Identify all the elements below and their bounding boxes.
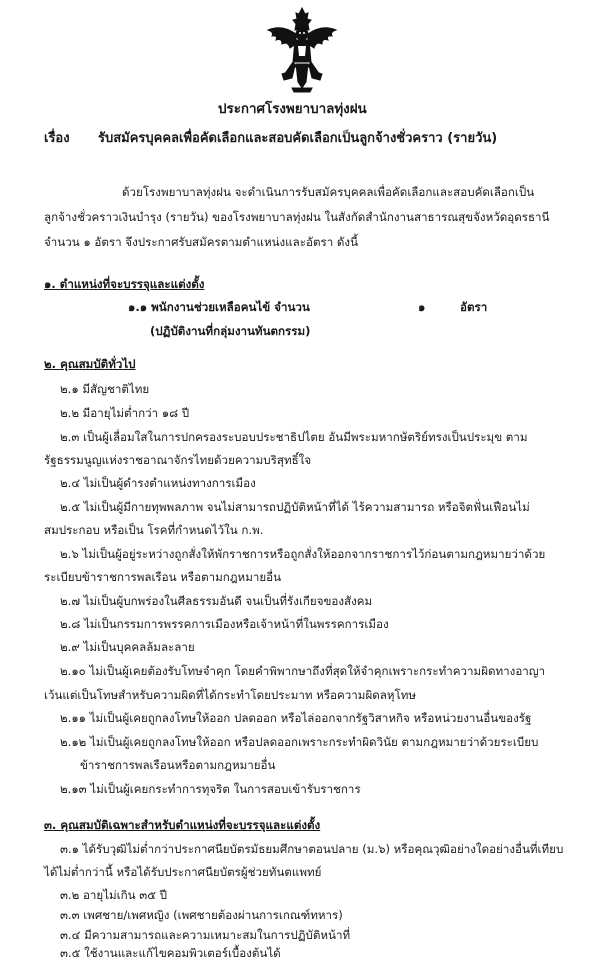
page-title: ประกาศโรงพยาบาลทุ่งฝน bbox=[218, 102, 367, 117]
intro-line: ด้วยโรงพยาบาลทุ่งฝน จะดำเนินการรับสมัครบุคคลเพื่อคัดเลือกและสอบคัดเลือกเป็น bbox=[122, 185, 535, 199]
qualification-line: ๒.๑๓ ไม่เป็นผู้เคยกระทำการทุจริต ในการสอบเข้ารับราชการ bbox=[60, 782, 361, 796]
intro-line: จำนวน ๑ อัตรา จึงประกาศรับสมัครตามตำแหน่งและอัตรา ดังนี้ bbox=[44, 235, 359, 249]
specific-line: ได้ไม่ต่ำกว่านี้ หรือได้รับประกาศนียบัตรผู้ช่วยทันตแพทย์ bbox=[44, 865, 322, 879]
qualification-line: ๒.๙ ไม่เป็นบุคคลล้มละลาย bbox=[60, 640, 195, 654]
position-count: ๑ bbox=[418, 300, 426, 314]
qualification-line: ๒.๑๑ ไม่เป็นผู้เคยถูกลงโทษให้ออก ปลดออก หรือไล่ออกจากรัฐวิสาหกิจ หรือหน่วยงานอื่นของรัฐ bbox=[60, 711, 532, 725]
section2-heading: ๒. คุณสมบัติทั่วไป bbox=[44, 357, 136, 371]
qualification-line: ๒.๔ ไม่เป็นผู้ดำรงตำแหน่งทางการเมือง bbox=[60, 476, 256, 490]
qualification-line: ๒.๕ ไม่เป็นผู้มีกายทุพพลภาพ จนไม่สามารถปฏิบัติหน้าที่ได้ ไร้ความสามารถ หรือจิตฟั่นเฟือนไม่ bbox=[60, 500, 530, 514]
qualification-line: ๒.๘ ไม่เป็นกรรมการพรรคการเมืองหรือเจ้าหน้าที่ในพรรคการเมือง bbox=[60, 617, 389, 631]
qualification-line: รัฐธรรมนูญแห่งราชอาณาจักรไทยด้วยความบริสุทธิ์ใจ bbox=[44, 453, 312, 467]
qualification-line: สมประกอบ หรือเป็น โรคที่กำหนดไว้ใน ก.พ. bbox=[44, 523, 264, 537]
qualification-line: ๒.๓ เป็นผู้เลื่อมใสในการปกครองระบอบประชาธิปไตย อันมีพระมหากษัตริย์ทรงเป็นประมุข ตาม bbox=[60, 430, 528, 444]
section3-heading: ๓. คุณสมบัติเฉพาะสำหรับตำแหน่งที่จะบรรจุและแต่งตั้ง bbox=[44, 818, 321, 832]
qualification-line: ๒.๑ มีสัญชาติไทย bbox=[60, 382, 150, 396]
section1-heading: ๑. ตำแหน่งที่จะบรรจุและแต่งตั้ง bbox=[44, 277, 205, 291]
qualification-line: ๒.๗ ไม่เป็นผู้บกพร่องในศีลธรรมอันดี จนเป็นที่รังเกียจของสังคม bbox=[60, 594, 373, 608]
qualification-line: ระเบียบข้าราชการพลเรือน หรือตามกฎหมายอื่น bbox=[44, 570, 282, 584]
qualification-line: เว้นแต่เป็นโทษสำหรับความผิดที่ได้กระทำโดยประมาท หรือความผิดลหุโทษ bbox=[44, 688, 417, 702]
specific-line: ๓.๕ ใช้งานและแก้ไขคอมพิวเตอร์เบื้องต้นได้ bbox=[60, 946, 281, 960]
qualification-line: ๒.๖ ไม่เป็นผู้อยู่ระหว่างถูกสั่งให้พักราชการหรือถูกสั่งให้ออกจากราชการไว้ก่อนตามกฎหมายว่าด้วย bbox=[60, 547, 546, 561]
qualification-line: ๒.๑๒ ไม่เป็นผู้เคยถูกลงโทษให้ออก หรือปลดออกเพราะกระทำผิดวินัย ตามกฎหมายว่าด้วยระเบียบ bbox=[60, 735, 539, 749]
specific-line: ๓.๑ ได้รับวุฒิไม่ต่ำกว่าประกาศนียบัตรมัธยมศึกษาตอนปลาย (ม.๖) หรือคุณวุฒิอย่างใดอย่างอื่นที่เทียบ bbox=[60, 842, 564, 856]
subject-label: เรื่อง bbox=[44, 131, 70, 146]
position-note: (ปฏิบัติงานที่กลุ่มงานทันตกรรม) bbox=[150, 324, 311, 338]
qualification-line: ๒.๑๐ ไม่เป็นผู้เคยต้องรับโทษจำคุก โดยคำพิพากษาถึงที่สุดให้จำคุกเพราะกระทำความผิดทางอาญา bbox=[60, 664, 546, 678]
garuda-emblem-icon bbox=[262, 4, 342, 96]
subject-text: รับสมัครบุคคลเพื่อคัดเลือกและสอบคัดเลือกเป็นลูกจ้างชั่วคราว (รายวัน) bbox=[98, 131, 498, 146]
qualification-line: ๒.๒ มีอายุไม่ต่ำกว่า ๑๘ ปี bbox=[60, 406, 190, 420]
position-unit: อัตรา bbox=[460, 300, 488, 314]
specific-line: ๓.๒ อายุไม่เกิน ๓๕ ปี bbox=[60, 888, 168, 902]
specific-line: ๓.๔ มีความสามารถและความเหมาะสมในการปฏิบัติหน้าที่ bbox=[60, 928, 351, 942]
position-name: ๑.๑ พนักงานช่วยเหลือคนไข้ จำนวน bbox=[128, 300, 310, 314]
intro-line: ลูกจ้างชั่วคราวเงินบำรุง (รายวัน) ของโรงพยาบาลทุ่งฝน ในสังกัดสำนักงานสาธารณสุขจังหวัดอุดรธานี bbox=[44, 210, 550, 224]
qualification-line: ข้าราชการพลเรือนหรือตามกฎหมายอื่น bbox=[80, 758, 276, 772]
specific-line: ๓.๓ เพศชาย/เพศหญิง (เพศชายต้องผ่านการเกณฑ์ทหาร) bbox=[60, 908, 343, 922]
